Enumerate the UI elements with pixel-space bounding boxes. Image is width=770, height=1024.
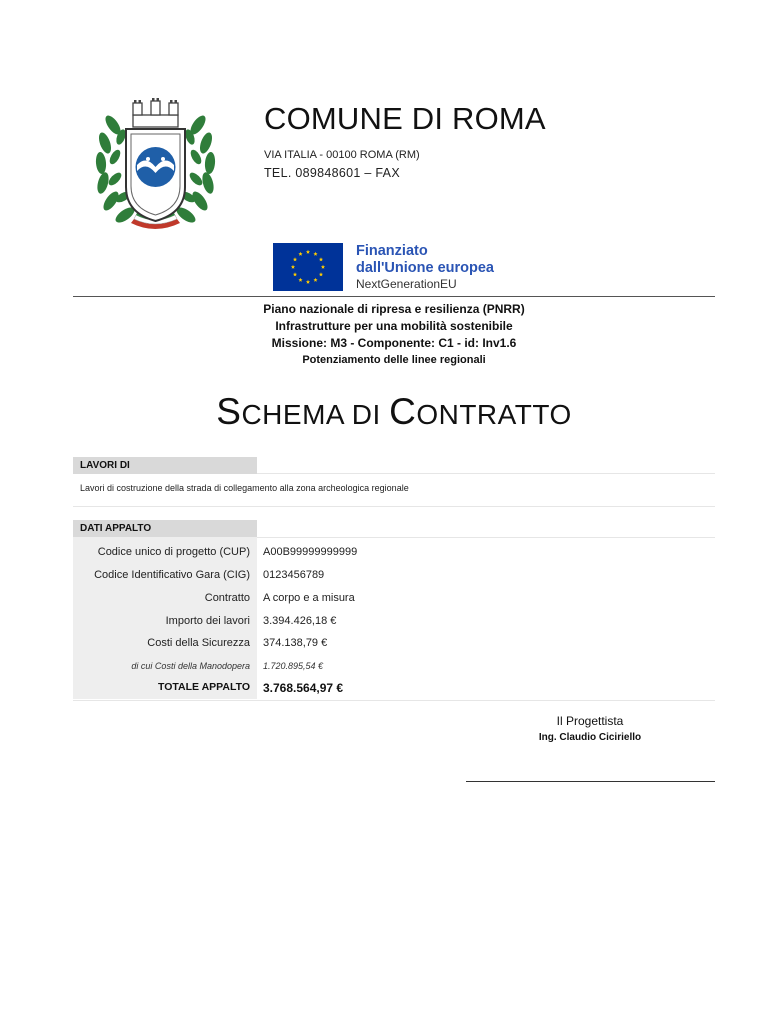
- title-rest-1: CHEMA DI: [241, 399, 390, 430]
- row-value-cig: 0123456789: [263, 569, 325, 581]
- pnrr-line-2: Infrastrutture per una mobilità sostenibile: [275, 319, 513, 333]
- row-value-totale: 3.768.564,97 €: [263, 681, 344, 695]
- row-label-importo-lavori: Importo dei lavori: [165, 615, 250, 627]
- municipality-phone: TEL. 089848601 – FAX: [264, 166, 400, 180]
- divider: [257, 537, 715, 538]
- row-label-contratto: Contratto: [204, 592, 250, 604]
- signature-role: Il Progettista: [556, 714, 624, 728]
- municipality-address: VIA ITALIA - 00100 ROMA (RM): [264, 149, 420, 161]
- table-row: [73, 633, 715, 656]
- table-row: [73, 655, 715, 678]
- signature-name: Ing. Claudio Ciciriello: [538, 732, 642, 743]
- eu-banner-line2: dall'Unione europea: [356, 260, 494, 276]
- header-divider: [73, 296, 715, 297]
- table-row-total: [73, 677, 715, 700]
- row-label-cig: Codice Identificativo Gara (CIG): [94, 569, 250, 581]
- row-value-importo-lavori: 3.394.426,18 €: [263, 615, 337, 627]
- table-row: [73, 588, 715, 611]
- divider: [257, 473, 715, 474]
- lavori-section-heading: LAVORI DI: [73, 457, 257, 474]
- pnrr-line-1: Piano nazionale di ripresa e resilienza (PNRR): [263, 302, 525, 316]
- lavori-description: Lavori di costruzione della strada di collegamento alla zona archeologica regionale: [80, 483, 409, 493]
- signature-line: [466, 781, 715, 782]
- eu-flag-icon: [273, 243, 343, 291]
- table-row: [73, 611, 715, 634]
- row-value-manodopera: 1.720.895,54 €: [263, 661, 324, 671]
- row-value-cup: A00B99999999999: [263, 546, 358, 558]
- table-row: [73, 542, 715, 565]
- table-row: [73, 565, 715, 588]
- row-label-manodopera: di cui Costi della Manodopera: [131, 661, 250, 671]
- eu-funding-banner: [273, 243, 513, 291]
- document-title: [73, 391, 715, 433]
- row-label-cup: Codice unico di progetto (CUP): [97, 546, 250, 558]
- row-label-costi-sicurezza: Costi della Sicurezza: [147, 637, 250, 649]
- title-rest-2: ONTRATTO: [416, 399, 572, 430]
- row-value-contratto: A corpo e a misura: [263, 592, 355, 604]
- row-label-totale: TOTALE APPALTO: [158, 681, 250, 693]
- pnrr-line-3: Missione: M3 - Componente: C1 - id: Inv1.6: [271, 336, 517, 350]
- divider: [73, 506, 715, 507]
- title-cap-1: S: [216, 391, 242, 432]
- row-value-costi-sicurezza: 374.138,79 €: [263, 637, 328, 649]
- pnrr-line-4: Potenziamento delle linee regionali: [302, 354, 486, 366]
- eu-banner-line3: NextGenerationEU: [356, 277, 457, 291]
- title-cap-2: C: [389, 391, 417, 432]
- eu-banner-line1: Finanziato: [356, 243, 428, 259]
- dati-appalto-heading: DATI APPALTO: [73, 520, 257, 537]
- municipality-title: COMUNE DI ROMA: [264, 101, 546, 136]
- divider: [73, 700, 715, 701]
- coat-of-arms-logo: [93, 95, 218, 237]
